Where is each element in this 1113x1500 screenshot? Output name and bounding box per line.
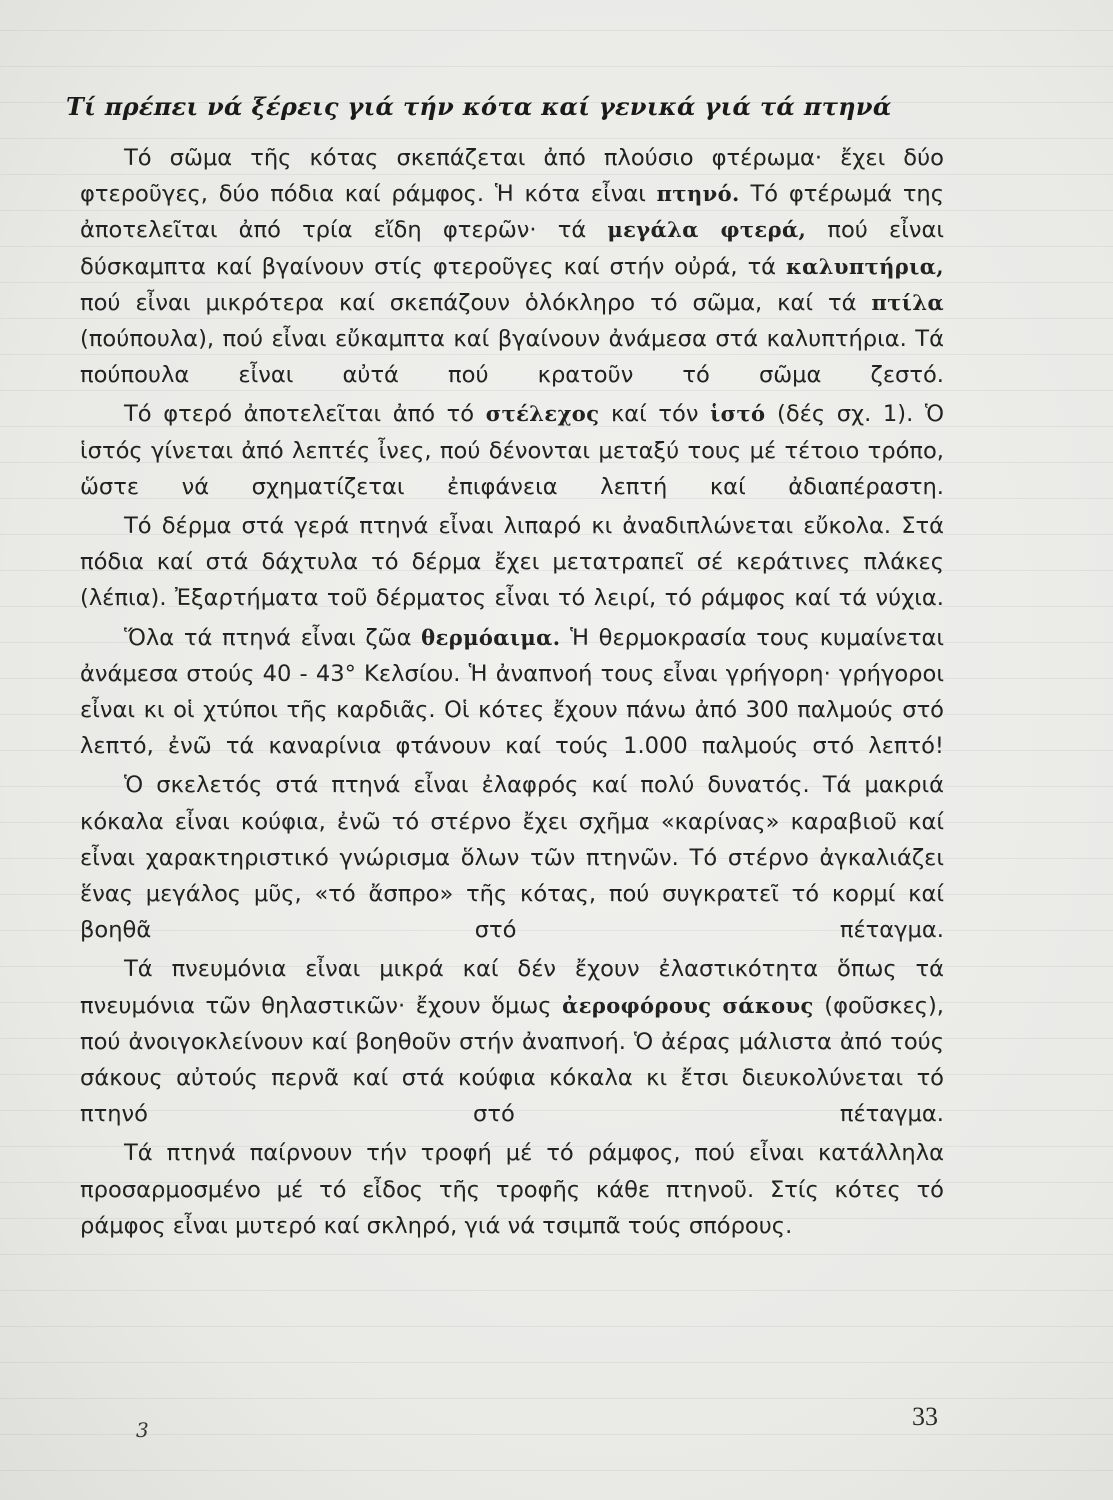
text-run: πού εἶναι δύσκαμπτα καί βγαίνουν στίς φτεροῦγες καί στήν οὐρά, τά [80,217,944,280]
text-run: (δές σχ. 1). Ὁ ἱστός γίνεται ἀπό λεπτές ἶνες, πού δένονται μεταξύ τους μέ τέτοιο τρόπο, ὥστε νά σχηματίζεται ἐπιφάνεια λεπτή καί ἀδιαπέραστη. [80,401,944,500]
text-run: Ὅλα τά πτηνά εἶναι ζῶα [124,624,422,651]
term-bold: πτηνό. [656,181,740,207]
signature-mark: 3 [136,1418,149,1442]
term-bold: στέλεχος [485,401,600,427]
text-run: Τά πνευμόνια εἶναι μικρά καί δέν ἔχουν ἐλαστικότητα ὅπως τά πνευμόνια τῶν θηλαστικῶν· ἔχουν ὅμως [80,956,944,1019]
term-bold: πτίλα [871,289,944,315]
paragraph-beak [80,1135,944,1244]
term-bold: καλυπτήρια, [786,253,944,279]
text-run: πού εἶναι μικρότερα καί σκεπάζουν ὁλόκληρο τό σῶμα, καί τά [80,289,872,316]
term-bold: ἱστό [710,401,766,427]
text-run: Τά πτηνά παίρνουν τήν τροφή μέ τό ράμφος, πού εἶναι κατάλληλα προσαρμοσμένο μέ τό εἶδος τῆς τροφῆς κάθε πτηνοῦ. Στίς κότες τό ράμφος εἶναι μυτερό καί σκληρό, γιά νά τσιμπᾶ τούς σπόρους. [80,1140,944,1239]
text-run: Τό δέρμα στά γερά πτηνά εἶναι λιπαρό κι ἀναδιπλώνεται εὔκολα. Στά πόδια καί στά δάχτυλα τό δέρμα ἔχει μετατραπεῖ σέ κεράτινες πλάκες (λέπια). Ἐξαρτήματα τοῦ δέρματος εἶναι τό λειρί, τό ράμφος καί τά νύχια. [80,513,944,612]
body-text [80,140,944,1244]
text-run: Ὁ σκελετός στά πτηνά εἶναι ἐλαφρός καί πολύ δυνατός. Τά μακριά κόκαλα εἶναι κούφια, ἐνῶ τό στέρνο ἔχει σχῆμα «καρίνας» καραβιοῦ καί εἶναι χαρακτηριστικό γνώρισμα ὅλων τῶν πτηνῶν. Τό στέρνο ἀγκαλιάζει ἕνας μεγάλος μῦς, «τό ἄσπρο» τῆς κότας, πού συγκρατεῖ τό κορμί καί βοηθᾶ στό πέταγμα. [80,772,944,944]
paragraph-skeleton [80,767,944,948]
term-bold: θερμόαιμα. [421,624,561,650]
paragraph-feather [80,396,944,505]
text-run: (πούπουλα), πού εἶναι εὔκαμπτα καί βγαίνουν ἀνάμεσα στά καλυπτήρια. Τά πούπουλα εἶναι αὐτά πού κρατοῦν τό σῶμα ζεστό. [80,326,944,389]
paragraph-lungs [80,951,944,1132]
paragraph-skin [80,508,944,617]
text-run: Τό σῶμα τῆς κότας σκεπάζεται ἀπό πλούσιο φτέρωμα· ἔχει δύο φτεροῦγες, δύο πόδια καί ράμφος. Ἡ κότα εἶναι [80,145,944,208]
paragraph-warm-blooded [80,620,944,765]
text-run: Τό φτερό ἀποτελεῖται ἀπό τό [124,401,486,428]
text-run: καί τόν [599,401,711,428]
term-bold: ἀεροφόρους σάκους [562,992,814,1018]
section-heading: Τί πρέπει νά ξέρεις γιά τήν κότα καί γενικά γιά τά πτηνά [66,92,892,121]
text-run: (φοῦσκες), πού ἀνοιγοκλείνουν καί βοηθοῦν στήν ἀναπνοή. Ὁ ἀέρας μάλιστα ἀπό τούς σάκους αὐτούς περνᾶ καί στά κούφια κόκαλα κι ἔτσι διευκολύνεται τό πτηνό στό πέταγμα. [80,992,944,1128]
page-number: 33 [912,1402,938,1431]
text-run: Ἡ θερμοκρασία τους κυμαίνεται ἀνάμεσα στούς 40 - 43° Κελσίου. Ἡ ἀναπνοή τους εἶναι γρήγορη· γρήγοροι εἶναι κι οἱ χτύποι τῆς καρδιᾶς. Οἱ κότες ἔχουν πάνω ἀπό 300 παλμούς στό λεπτό, ἐνῶ τά καναρίνια φτάνουν καί τούς 1.000 παλμούς στό λεπτό! [80,624,945,760]
paragraph-plumage [80,140,944,393]
text-run: Τό φτέρωμά της ἀποτελεῖται ἀπό τρία εἴδη φτερῶν· τά [80,181,945,244]
term-bold: μεγάλα φτερά, [607,217,807,243]
